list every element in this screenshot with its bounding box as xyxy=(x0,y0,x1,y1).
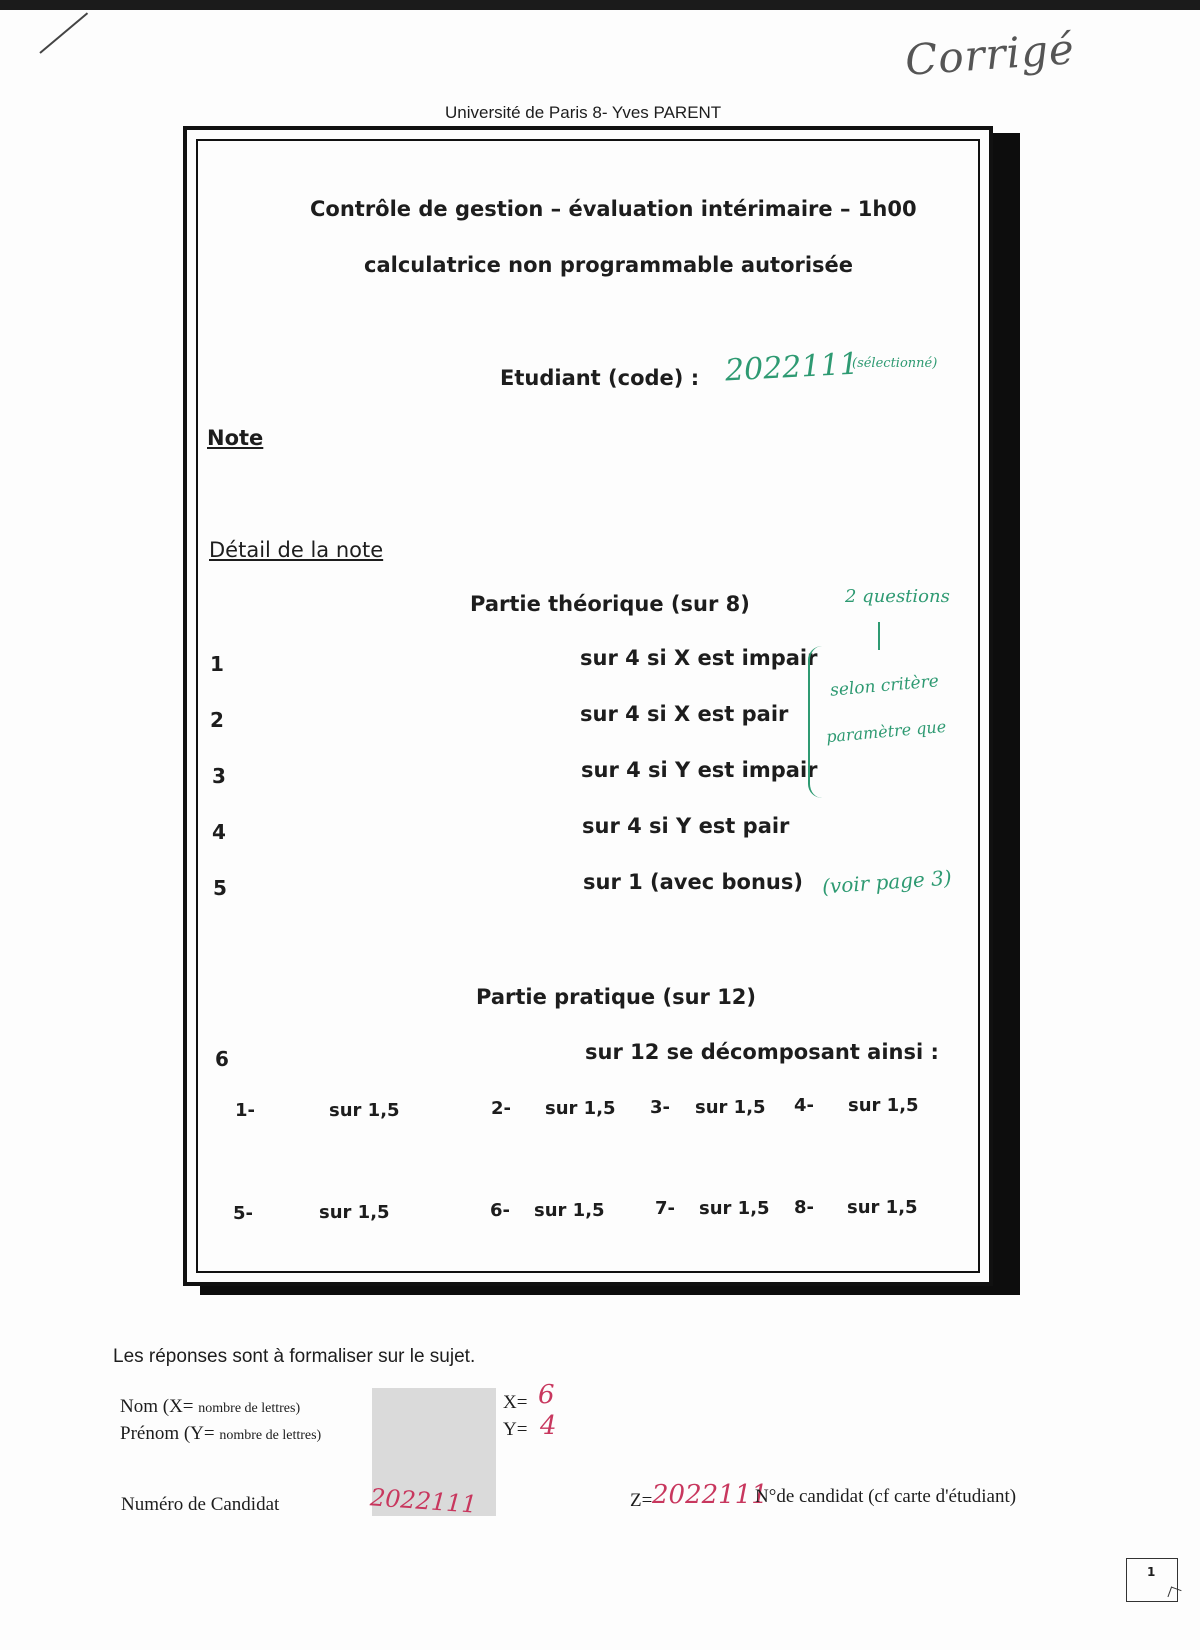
y-label: Y= xyxy=(503,1419,528,1440)
handwritten-bonus-note: (voir page 3) xyxy=(821,865,953,899)
practice-sub-7-text: sur 1,5 xyxy=(699,1198,770,1219)
handwritten-brace-note-2: paramètre que xyxy=(825,716,947,747)
theory-item-2-text: sur 4 si X est pair xyxy=(580,702,789,726)
theory-item-2-num: 2 xyxy=(210,708,224,732)
scan-edge xyxy=(0,0,1200,10)
candidat-note: N°de candidat (cf carte d'étudiant) xyxy=(755,1486,1017,1507)
practice-sub-2-num: 2- xyxy=(491,1098,511,1119)
theory-item-4-num: 4 xyxy=(212,820,226,844)
practice-sub-3-num: 3- xyxy=(650,1097,670,1118)
practice-sub-7-num: 7- xyxy=(655,1198,675,1219)
exam-subtitle: calculatrice non programmable autorisée xyxy=(364,253,854,277)
handwritten-x-value: 6 xyxy=(538,1380,555,1410)
z-label: Z= xyxy=(630,1490,653,1511)
page-number: 1 xyxy=(1147,1565,1156,1579)
handwritten-stroke xyxy=(878,622,880,650)
instructions-text: Les réponses sont à formaliser sur le sujet. xyxy=(113,1346,476,1367)
practice-sub-8-text: sur 1,5 xyxy=(847,1197,918,1218)
nom-hint: nombre de lettres) xyxy=(198,1401,301,1416)
nom-line xyxy=(120,1396,300,1418)
practice-sub-4-num: 4- xyxy=(794,1095,814,1116)
handwritten-2-questions: 2 questions xyxy=(845,586,950,607)
practice-sub-8-num: 8- xyxy=(794,1197,814,1218)
handwritten-brace xyxy=(808,646,826,798)
university-header: Université de Paris 8- Yves PARENT xyxy=(445,103,722,122)
practice-sub-4-text: sur 1,5 xyxy=(848,1095,919,1116)
detail-heading: Détail de la note xyxy=(209,538,384,562)
theory-heading: Partie théorique (sur 8) xyxy=(470,592,750,616)
exam-title: Contrôle de gestion – évaluation intérimaire – 1h00 xyxy=(310,197,917,221)
scan-mark xyxy=(39,12,88,53)
nom-label: Nom (X= xyxy=(120,1396,194,1417)
prenom-line xyxy=(120,1423,321,1445)
practice-sub-6-text: sur 1,5 xyxy=(534,1200,605,1221)
handwritten-y-value: 4 xyxy=(540,1411,557,1441)
handwritten-candidat-number: 2022111 xyxy=(369,1483,478,1519)
handwritten-student-code: 2022111 xyxy=(724,346,860,389)
theory-item-1-text: sur 4 si X est impair xyxy=(580,646,818,670)
prenom-label: Prénom (Y= xyxy=(120,1423,215,1444)
practice-sub-5-text: sur 1,5 xyxy=(319,1202,390,1223)
student-code-label: Etudiant (code) : xyxy=(500,366,700,390)
theory-item-5-num: 5 xyxy=(213,876,227,900)
practice-sub-2-text: sur 1,5 xyxy=(545,1098,616,1119)
handwritten-corrige: Corrigé xyxy=(903,24,1077,85)
handwritten-z-value: 2022111 xyxy=(652,1480,768,1510)
practice-heading: Partie pratique (sur 12) xyxy=(476,985,757,1009)
prenom-hint: nombre de lettres) xyxy=(219,1428,322,1443)
practice-sub-1-num: 1- xyxy=(235,1100,255,1121)
theory-item-1-num: 1 xyxy=(210,652,224,676)
theory-item-3-num: 3 xyxy=(212,764,226,788)
handwritten-code-note: (sélectionné) xyxy=(852,356,938,371)
practice-sub-5-num: 5- xyxy=(233,1203,253,1224)
handwritten-brace-note-1: selon critère xyxy=(829,671,940,701)
numero-candidat-label: Numéro de Candidat xyxy=(121,1494,280,1515)
practice-sub-3-text: sur 1,5 xyxy=(695,1097,766,1118)
theory-item-3-text: sur 4 si Y est impair xyxy=(581,758,818,782)
note-heading: Note xyxy=(207,426,264,450)
practice-item-num: 6 xyxy=(215,1047,229,1071)
practice-item-text: sur 12 se décomposant ainsi : xyxy=(585,1040,939,1064)
practice-sub-1-text: sur 1,5 xyxy=(329,1100,400,1121)
theory-item-5-text: sur 1 (avec bonus) xyxy=(583,870,803,894)
theory-item-4-text: sur 4 si Y est pair xyxy=(582,814,790,838)
x-label: X= xyxy=(503,1392,528,1413)
practice-sub-6-num: 6- xyxy=(490,1200,510,1221)
